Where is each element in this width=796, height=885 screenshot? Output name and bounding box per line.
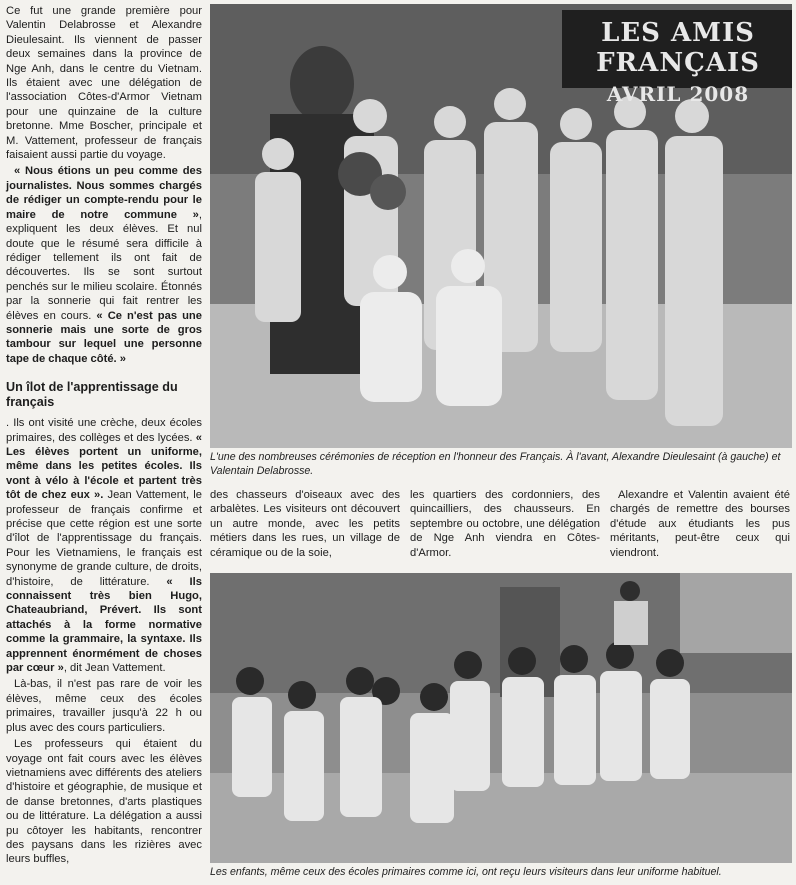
paragraph-crafts: des chasseurs d'oiseaux avec des arbalètes. Les visiteurs ont découvert un autre monde, avec les petits métiers dans les rues, un village de céramique ou de la soie, — [210, 489, 400, 559]
banner-sign — [562, 10, 792, 106]
quote-drum: « Ce n'est pas une sonnerie mais une sorte de gros tambour sur lequel une personne tape de chaque côté. » — [6, 309, 202, 365]
text-vattement: Jean Vattement, le professeur de français confirme et précise que cette région est une sorte d'îlot de l'apprentissage du français. Pour les Vietnamiens, le français est synonyme de grande culture, de droits, d'histoire, de littérature. — [6, 489, 202, 588]
paragraph-scholarships: Alexandre et Valentin avaient été chargés de remettre des bourses d'étude aux étudiants les pus méritants, peut-être ceux qui viendront. — [610, 489, 790, 559]
children-photo-caption: Les enfants, même ceux des écoles primaires comme ici, ont reçu leurs visiteurs dans leur uniforme habituel. — [210, 866, 722, 878]
children-photo — [210, 573, 792, 863]
paragraph-intro: Ce fut une grande première pour Valentin Delabrosse et Alexandre Dieulesaint. Ils viennent de passer deux semaines dans la province de Nge Anh, dans le centre du Vietnam. Ils étaient avec une délégation de l'association Côtes-d'Armor Vietnam pour une quinzaine de la culture bretonne. Mme Boscher, principale et M. Vattement, professeur de français faisaient aussi partie du voyage. — [6, 5, 202, 162]
banner-date: AVRIL 2008 — [606, 82, 750, 106]
children-photo-illustration — [210, 573, 792, 863]
paragraph-late-hours: Là-bas, il n'est pas rare de voir les élèves, même ceux des écoles primaires, travailler jusqu'à 22 h ou plus avec des cours particuliers. — [6, 678, 202, 734]
left-text-column — [6, 4, 202, 869]
text-attribution: , dit Jean Vattement. — [63, 662, 166, 675]
text-visits: . Ils ont visité une crèche, deux écoles primaires, des collèges et des lycées. — [6, 417, 202, 444]
quote-journalists: « Nous étions un peu comme des journalistes. Nous sommes chargés de rédiger un compte-rendu pour le maire de notre commune » — [6, 165, 202, 221]
text-explanation: , expliquent les deux élèves. Et nul doute que le résumé sera difficile à rédiger tellement ils ont fait de découvertes. Ils se sont surtout penchés sur le milieu scolaire. Étonnés par la sonnerie qui fait rentrer les élèves en cours. — [6, 208, 202, 322]
quote-uniform: « Les élèves portent un uniforme, même dans les petites écoles. Ils vont à vélo à l'école et partent très tôt de chez eux ». — [6, 431, 202, 502]
section-heading: Un îlot de l'apprentissage du français — [6, 380, 178, 410]
group-photo-caption: L'une des nombreuses cérémonies de réception en l'honneur des Français. À l'avant, Alexandre Dieulesaint (à gauche) et Valentain Delabrosse. — [210, 451, 781, 477]
text-column-a — [210, 488, 400, 560]
quote-authors: « Ils connaissent très bien Hugo, Chateaubriand, Prévert. Ils sont attachés à la forme normative comme la grammaire, la syntaxe. Ils apprennent énormément de choses par cœur » — [6, 575, 202, 675]
group-photo — [210, 4, 792, 448]
banner-title: LES AMIS FRANÇAIS — [596, 18, 760, 78]
paragraph-teachers: Les professeurs qui étaient du voyage ont fait cours avec les élèves vietnamiens avec différents des ateliers d'histoire et géographie, de musique et de danse bretonnes, d'arts plastiques ou de littérature. La délégation a aussi pu côtoyer les habitants, rencontrer des paysans dans les rizières avec leurs buffles, — [6, 738, 202, 866]
text-column-b — [410, 488, 600, 560]
paragraph-journalists — [6, 164, 202, 366]
paragraph-schools — [6, 416, 202, 675]
paragraph-quarters: les quartiers des cordonniers, des quincailliers, des chausseurs. En septembre ou octobre, une délégation de Nge Anh viendra en Côtes-d'Armor. — [410, 489, 600, 559]
text-column-c — [610, 488, 790, 560]
